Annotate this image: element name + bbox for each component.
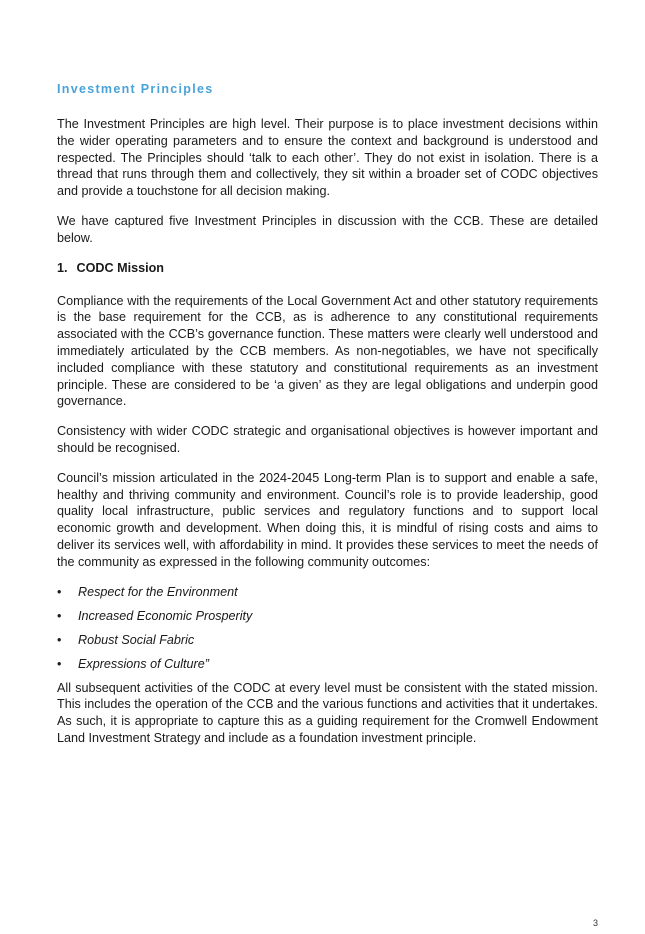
intro-paragraph-2: We have captured five Investment Principles in discussion with the CCB. These are detailed below. bbox=[57, 213, 598, 245]
outcome-text: Respect for the Environment bbox=[78, 584, 238, 599]
bullet-icon: • bbox=[57, 656, 62, 671]
principle-1-paragraph-3: Council’s mission articulated in the 2024-2045 Long-term Plan is to support and enable a safe, healthy and thriving community and environment. Council’s role is to provide leadership, good quality local infrastructure, public services and regulatory functions and to support local economic growth and development. When doing this, it is mindful of rising costs and aims to deliver its services well, with affordability in mind. It provides these services to meet the needs of the community as expressed in the following community outcomes: bbox=[57, 470, 598, 569]
intro-paragraph-1: The Investment Principles are high level. Their purpose is to place investment decisions within the wider operating parameters and to ensure the context and background is understood and respected. The Principles should ‘talk to each other’. They do not exist in isolation. There is a thread that runs through them and collectively, they sit within a broader set of CODC objectives and provide a touchstone for all decision making. bbox=[57, 117, 598, 199]
outcome-text: Expressions of Culture” bbox=[78, 656, 209, 671]
outcome-text: Robust Social Fabric bbox=[78, 632, 195, 647]
list-item bbox=[57, 632, 598, 648]
bullet-icon: • bbox=[57, 584, 62, 599]
principle-1-number: 1. bbox=[57, 260, 68, 275]
principle-1-closing-paragraph: All subsequent activities of the CODC at every level must be consistent with the stated mission. This includes the operation of the CCB and the various functions and activities that it undertakes. As such, it is appropriate to capture this as a guiding requirement for the Cromwell Endowment Land Investment Strategy and include as a foundation investment principle. bbox=[57, 680, 598, 745]
bullet-icon: • bbox=[57, 632, 62, 647]
list-item bbox=[57, 608, 598, 624]
list-item bbox=[57, 656, 598, 672]
community-outcomes-list bbox=[57, 584, 598, 672]
principle-1-paragraph-1: Compliance with the requirements of the Local Government Act and other statutory requirements is the base requirement for the CCB, as is adherence to any constitutional requirements associated with the CCB’s governance function. These matters were clearly well understood and immediately articulated by the CCB members. As non-negotiables, we have not specifically included compliance with these statutory and constitutional requirements as an investment principle. These are considered to be ‘a given’ as they are legal obligations and underpin good governance. bbox=[57, 293, 598, 409]
page-number: 3 bbox=[592, 918, 598, 928]
section-title: Investment Principles bbox=[57, 82, 214, 96]
principle-1-heading bbox=[57, 260, 598, 277]
principle-1-paragraph-2: Consistency with wider CODC strategic and organisational objectives is however important and should be recognised. bbox=[57, 424, 598, 455]
bullet-icon: • bbox=[57, 608, 62, 623]
document-page bbox=[57, 80, 598, 760]
outcome-text: Increased Economic Prosperity bbox=[78, 608, 253, 623]
list-item bbox=[57, 584, 598, 600]
principle-1-title: CODC Mission bbox=[76, 260, 164, 275]
